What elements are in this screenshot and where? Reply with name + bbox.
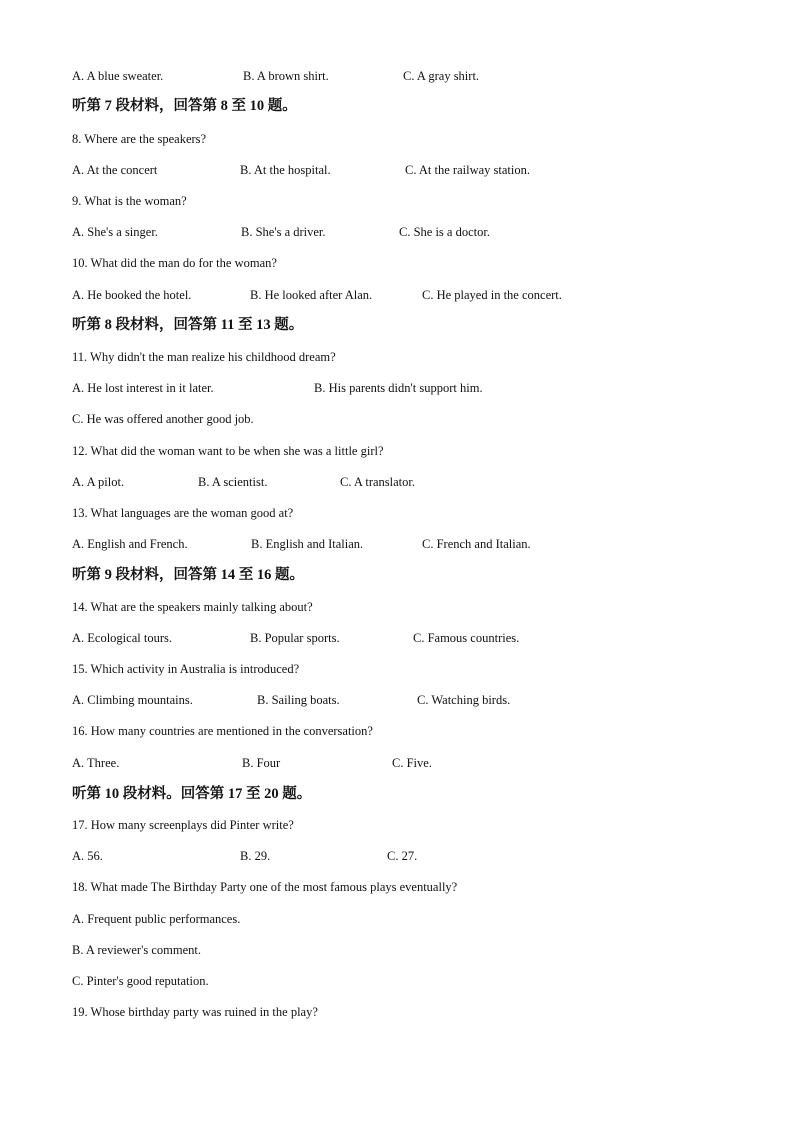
q8-option-a: A. At the concert xyxy=(72,163,158,177)
q15-question: 15. Which activity in Australia is introduced? xyxy=(72,662,300,676)
q18-option-a: A. Frequent public performances. xyxy=(72,912,241,926)
q16-question: 16. How many countries are mentioned in the conversation? xyxy=(72,724,373,738)
q18-option-c: C. Pinter's good reputation. xyxy=(72,974,209,988)
q13-option-c: C. French and Italian. xyxy=(422,537,531,551)
q16-option-c: C. Five. xyxy=(392,756,432,770)
q12-option-b: B. A scientist. xyxy=(198,475,268,489)
q12-option-a: A. A pilot. xyxy=(72,475,125,489)
q16-option-b: B. Four xyxy=(242,756,281,770)
q10-option-a: A. He booked the hotel. xyxy=(72,288,192,302)
section7-heading: 听第 7 段材料，回答第 8 至 10 题。 xyxy=(72,98,297,114)
q18-question: 18. What made The Birthday Party one of the most famous plays eventually? xyxy=(72,880,458,894)
q8-question: 8. Where are the speakers? xyxy=(72,132,207,146)
q12-option-c: C. A translator. xyxy=(340,475,415,489)
q7-option-b: B. A brown shirt. xyxy=(243,69,329,83)
q13-question: 13. What languages are the woman good at? xyxy=(72,506,294,520)
q13-option-b: B. English and Italian. xyxy=(251,537,364,551)
q10-question: 10. What did the man do for the woman? xyxy=(72,256,277,270)
q19-question: 19. Whose birthday party was ruined in the play? xyxy=(72,1005,318,1019)
q17-option-c: C. 27. xyxy=(387,849,418,863)
q9-option-a: A. She's a singer. xyxy=(72,225,158,239)
q17-question: 17. How many screenplays did Pinter write? xyxy=(72,818,294,832)
q11-question: 11. Why didn't the man realize his childhood dream? xyxy=(72,350,336,364)
q14-question: 14. What are the speakers mainly talking about? xyxy=(72,600,313,614)
q8-option-b: B. At the hospital. xyxy=(240,163,331,177)
q8-option-c: C. At the railway station. xyxy=(405,163,530,177)
q17-option-a: A. 56. xyxy=(72,849,103,863)
section10-heading: 听第 10 段材料。回答第 17 至 20 题。 xyxy=(72,786,312,802)
q10-option-b: B. He looked after Alan. xyxy=(250,288,373,302)
q14-option-a: A. Ecological tours. xyxy=(72,631,172,645)
q11-option-a: A. He lost interest in it later. xyxy=(72,381,214,395)
section8-heading: 听第 8 段材料，回答第 11 至 13 题。 xyxy=(72,317,304,333)
q15-option-b: B. Sailing boats. xyxy=(257,693,340,707)
q9-option-c: C. She is a doctor. xyxy=(399,225,490,239)
q17-option-b: B. 29. xyxy=(240,849,271,863)
q11-option-c: C. He was offered another good job. xyxy=(72,412,254,426)
q13-option-a: A. English and French. xyxy=(72,537,188,551)
q14-option-b: B. Popular sports. xyxy=(250,631,340,645)
q18-option-b: B. A reviewer's comment. xyxy=(72,943,201,957)
q9-question: 9. What is the woman? xyxy=(72,194,187,208)
section9-heading: 听第 9 段材料，回答第 14 至 16 题。 xyxy=(72,567,304,583)
q10-option-c: C. He played in the concert. xyxy=(422,288,562,302)
q15-option-a: A. Climbing mountains. xyxy=(72,693,193,707)
q7-option-c: C. A gray shirt. xyxy=(403,69,480,83)
q16-option-a: A. Three. xyxy=(72,756,120,770)
q9-option-b: B. She's a driver. xyxy=(241,225,326,239)
q15-option-c: C. Watching birds. xyxy=(417,693,511,707)
q12-question: 12. What did the woman want to be when she was a little girl? xyxy=(72,444,384,458)
q11-option-b: B. His parents didn't support him. xyxy=(314,381,483,395)
q7-option-a: A. A blue sweater. xyxy=(72,69,164,83)
q14-option-c: C. Famous countries. xyxy=(413,631,520,645)
